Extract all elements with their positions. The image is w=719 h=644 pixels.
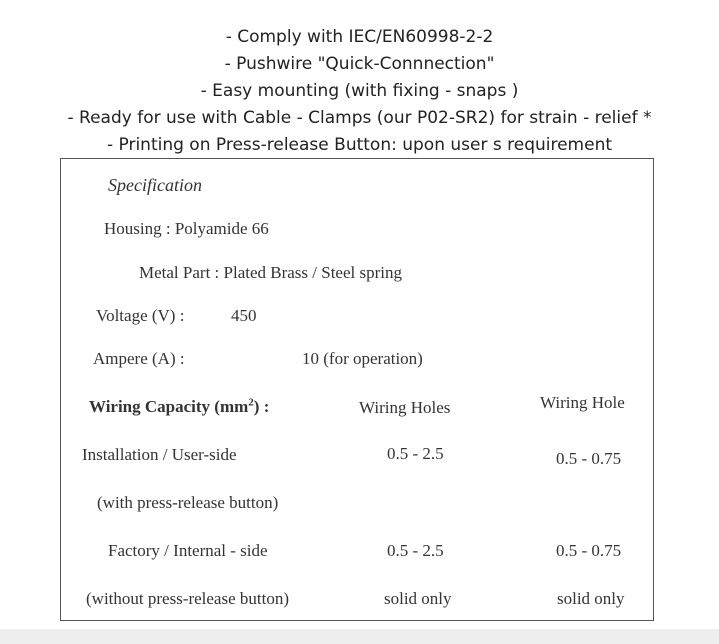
feature-item: - Easy mounting (with fixing - snaps ): [200, 81, 519, 101]
metal-part-spec: Metal Part : Plated Brass / Steel spring: [139, 263, 402, 282]
factory-note-holes-value: solid only: [384, 589, 452, 608]
factory-hole-value: 0.5 - 0.75: [556, 541, 622, 560]
factory-holes-value: 0.5 - 2.5: [387, 541, 444, 560]
feature-item: - Ready for use with Cable - Clamps (our P02-SR2) for strain - relief *: [67, 108, 652, 128]
ampere-label: Ampere (A) :: [93, 349, 185, 368]
factory-note: (without press-release button): [86, 589, 289, 608]
feature-item: - Comply with IEC/EN60998-2-2: [225, 27, 494, 47]
installation-note: (with press-release button): [97, 493, 279, 512]
housing-spec: Housing : Polyamide 66: [104, 219, 269, 238]
specification-table: [60, 158, 654, 621]
feature-list: [0, 24, 719, 159]
page-footer-bar: [0, 629, 719, 644]
voltage-value: 450: [231, 306, 257, 325]
factory-label: Factory / Internal - side: [108, 541, 268, 560]
wiring-holes-header: Wiring Holes: [359, 398, 451, 417]
feature-item: - Printing on Press-release Button: upon user s requirement: [106, 135, 613, 155]
specification-title: Specification: [108, 175, 202, 195]
factory-note-hole-value: solid only: [557, 589, 625, 608]
installation-holes-value: 0.5 - 2.5: [387, 444, 444, 463]
wiring-hole-header: Wiring Hole: [540, 393, 625, 412]
voltage-label: Voltage (V) :: [96, 306, 185, 325]
installation-hole-value: 0.5 - 0.75: [556, 449, 622, 468]
ampere-value: 10 (for operation): [302, 349, 423, 368]
wiring-capacity-label: Wiring Capacity $(mm^2)$ :: [89, 396, 270, 416]
installation-label: Installation / User-side: [82, 445, 237, 464]
feature-item: - Pushwire "Quick-Connnection": [224, 54, 495, 74]
